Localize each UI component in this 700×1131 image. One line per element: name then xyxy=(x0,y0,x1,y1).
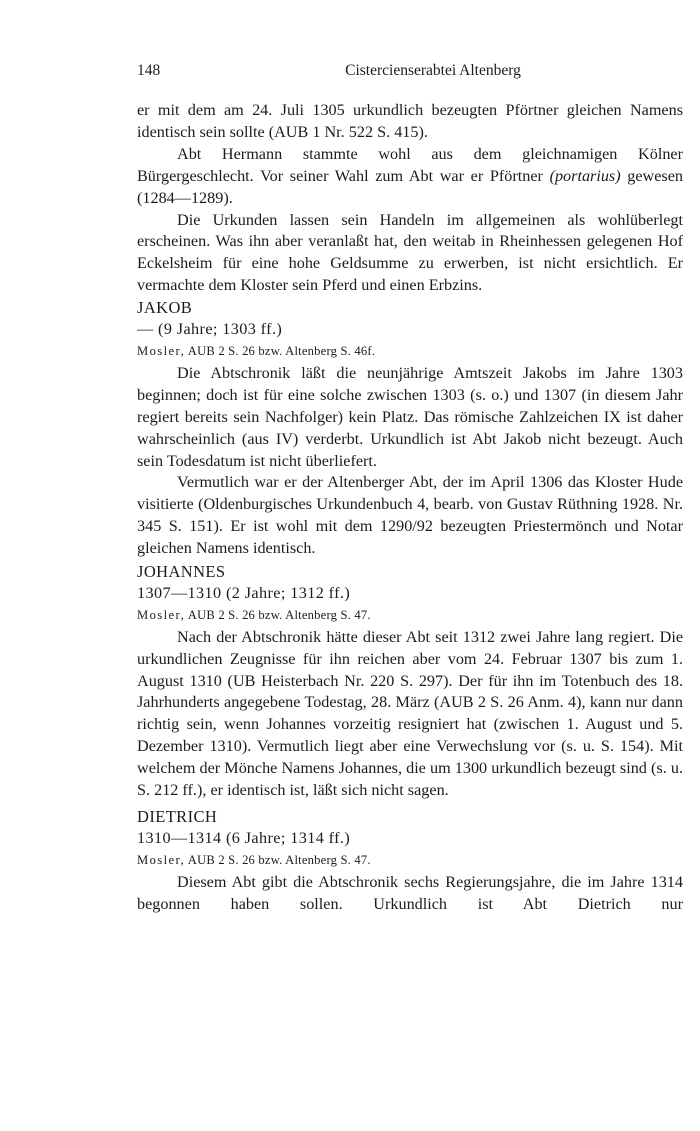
abbot-section-dietrich xyxy=(137,806,683,916)
paragraph: Die Abtschronik läßt die neunjährige Amtszeit Jakobs im Jahre 1303 beginnen; doch ist für eine solche zwischen 1303 (s. o.) und 1307 (in diesem Jahr regiert bereits sein Nachfolger) kein Platz. Das römische Zahlzeichen IX ist daher wahrscheinlich (aus IV) verderbt. Urkundlich ist Abt Jakob nicht bezeugt. Auch sein Todesdatum ist nicht überliefert. xyxy=(137,363,683,470)
latin-term: (portarius) xyxy=(549,166,621,185)
paragraph: Nach der Abtschronik hätte dieser Abt seit 1312 zwei Jahre lang regiert. Die urkundlichen Zeugnisse für ihn reichen aber vom 24. Februar 1307 bis zum 1. August 1310 (UB Heisterbach Nr. 220 S. 297). Der für ihn im Totenbuch des 18. Jahrhunderts angegebene Todestag, 28. März (AUB 2 S. 26 Anm. 4), kann nur dann richtig sein, wenn Johannes vorzeitig resigniert hat (zwischen 1. August und 5. Dezember 1310). Vermutlich liegt aber eine Verwechslung vor (s. u. S. 154). Mit welchem der Mönche Namens Johannes, die um 1300 urkundlich bezeugt sind (s. u. S. 212 ff.), er identisch ist, läßt sich nicht sagen. xyxy=(137,627,683,800)
paragraph-hermann-origin xyxy=(137,144,683,210)
paragraph-text: Abt Hermann stammte wohl aus dem gleichnamigen Kölner Bürgergeschlecht. Vor seiner Wahl zum Abt war er Pförtner xyxy=(137,144,683,185)
paragraph-continued: er mit dem am 24. Juli 1305 urkundlich bezeugten Pförtner gleichen Namens identisch sein sollte (AUB 1 Nr. 522 S. 415). xyxy=(137,101,683,141)
source-citation: AUB 2 S. 26 bzw. Altenberg S. 47. xyxy=(187,852,371,867)
abbot-name-heading: DIETRICH xyxy=(137,807,218,826)
paragraph-hermann-deeds: Die Urkunden lassen sein Handeln im allgemeinen als wohlüberlegt erscheinen. Was ihn aber veranlaßt hat, den weitab in Rheinhessen gelegenen Hof Eckelsheim für eine hohe Geldsumme zu erwerben, ist nicht ersichtlich. Er vermachte dem Kloster sein Pferd und einen Erbzins. xyxy=(137,210,683,295)
paragraph: Vermutlich war er der Altenberger Abt, der im April 1306 das Kloster Hude visitierte (Oldenburgisches Urkundenbuch 4, bearb. von Gustav Rüthning 1928. Nr. 345 S. 151). Er ist wohl mit dem 1290/92 bezeugten Priestermönch und Notar gleichen Namens identisch. xyxy=(137,473,683,558)
source-author: Mosler, xyxy=(137,852,186,867)
abbot-dates-heading: 1310—1314 (6 Jahre; 1314 ff.) xyxy=(137,828,351,847)
running-title: Cistercienserabtei Altenberg xyxy=(345,62,521,79)
source-author: Mosler, xyxy=(137,343,186,358)
source-reference xyxy=(137,341,683,363)
abbot-section-johannes xyxy=(137,561,683,802)
paragraph: Diesem Abt gibt die Abtschronik sechs Regierungsjahre, die im Jahre 1314 begonnen haben sollen. Urkundlich ist Abt Dietrich nur xyxy=(137,872,683,913)
source-reference xyxy=(137,605,683,627)
source-author: Mosler, xyxy=(137,607,186,622)
abbot-section-jakob xyxy=(137,297,683,560)
source-citation: AUB 2 S. 26 bzw. Altenberg S. 47. xyxy=(187,607,371,622)
abbot-dates-heading: — (9 Jahre; 1303 ff.) xyxy=(137,320,283,339)
abbot-dates-heading: 1307—1310 (2 Jahre; 1312 ff.) xyxy=(137,583,351,602)
paragraph-text: gewesen (1284—1289). xyxy=(137,166,683,207)
source-citation: AUB 2 S. 26 bzw. Altenberg S. 46f. xyxy=(187,343,376,358)
source-reference xyxy=(137,850,683,872)
abbot-name-heading: JAKOB xyxy=(137,298,193,318)
page-number: 148 xyxy=(137,62,161,79)
abbot-name-heading: JOHANNES xyxy=(137,562,226,582)
body-text xyxy=(137,100,683,916)
running-head xyxy=(137,62,683,82)
